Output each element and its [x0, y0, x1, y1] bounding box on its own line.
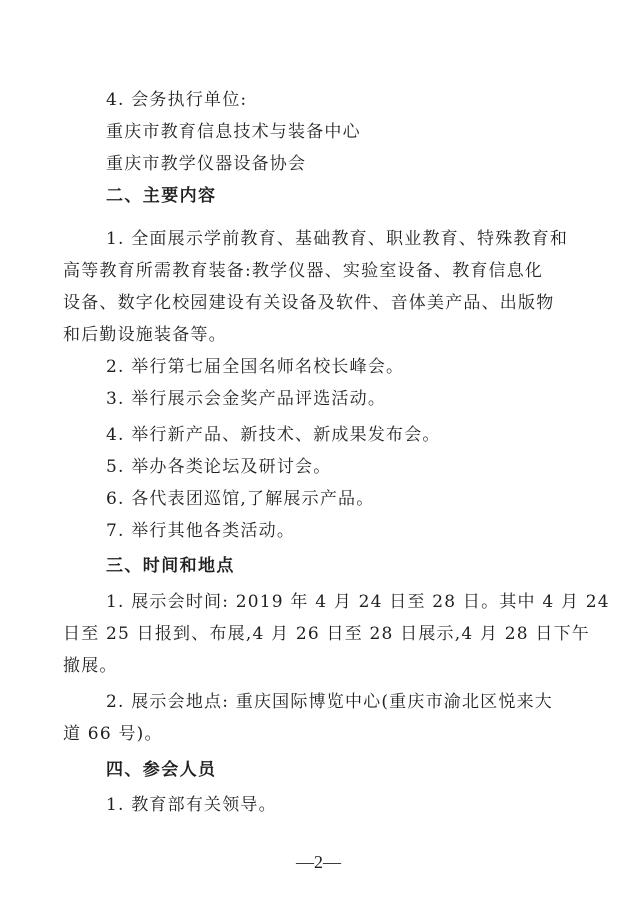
content-item-1-continued: 和后勤设施装备等。	[63, 325, 227, 345]
time-item-1-continued: 日至 25 日报到、布展,4 月 26 日至 28 日展示,4 月 28 日下午	[63, 624, 591, 644]
content-item-5: 5. 举办各类论坛及研讨会。	[106, 457, 332, 477]
page-number: —2—	[296, 852, 341, 872]
time-item-1-continued: 撤展。	[63, 656, 118, 676]
content-item-1-continued: 高等教育所需教育装备:教学仪器、实验室设备、教育信息化	[63, 261, 544, 281]
content-item-6: 6. 各代表团巡馆,了解展示产品。	[106, 489, 375, 509]
exec-unit-item: 4. 会务执行单位:	[106, 90, 248, 110]
content-item-4: 4. 举行新产品、新技术、新成果发布会。	[106, 425, 441, 445]
content-item-7: 7. 举行其他各类活动。	[106, 521, 296, 541]
section-heading-attendees: 四、参会人员	[106, 760, 217, 780]
content-item-1: 1. 全面展示学前教育、基础教育、职业教育、特殊教育和	[106, 229, 569, 249]
attendee-item-1: 1. 教育部有关领导。	[106, 795, 277, 815]
content-item-3: 3. 举行展示会金奖产品评选活动。	[106, 389, 387, 409]
section-heading-time-place: 三、时间和地点	[106, 556, 235, 576]
content-item-2: 2. 举行第七届全国名师名校长峰会。	[106, 357, 405, 377]
organizer-line: 重庆市教学仪器设备协会	[106, 154, 307, 174]
place-item-2-continued: 道 66 号)。	[63, 724, 163, 744]
place-item-2: 2. 展示会地点: 重庆国际博览中心(重庆市渝北区悦来大	[106, 692, 553, 712]
section-heading-main-content: 二、主要内容	[106, 186, 217, 206]
organizer-line: 重庆市教育信息技术与装备中心	[106, 122, 361, 142]
content-item-1-continued: 设备、数字化校园建设有关设备及软件、音体美产品、出版物	[63, 293, 555, 313]
time-item-1: 1. 展示会时间: 2019 年 4 月 24 日至 28 日。其中 4 月 24	[106, 592, 610, 612]
